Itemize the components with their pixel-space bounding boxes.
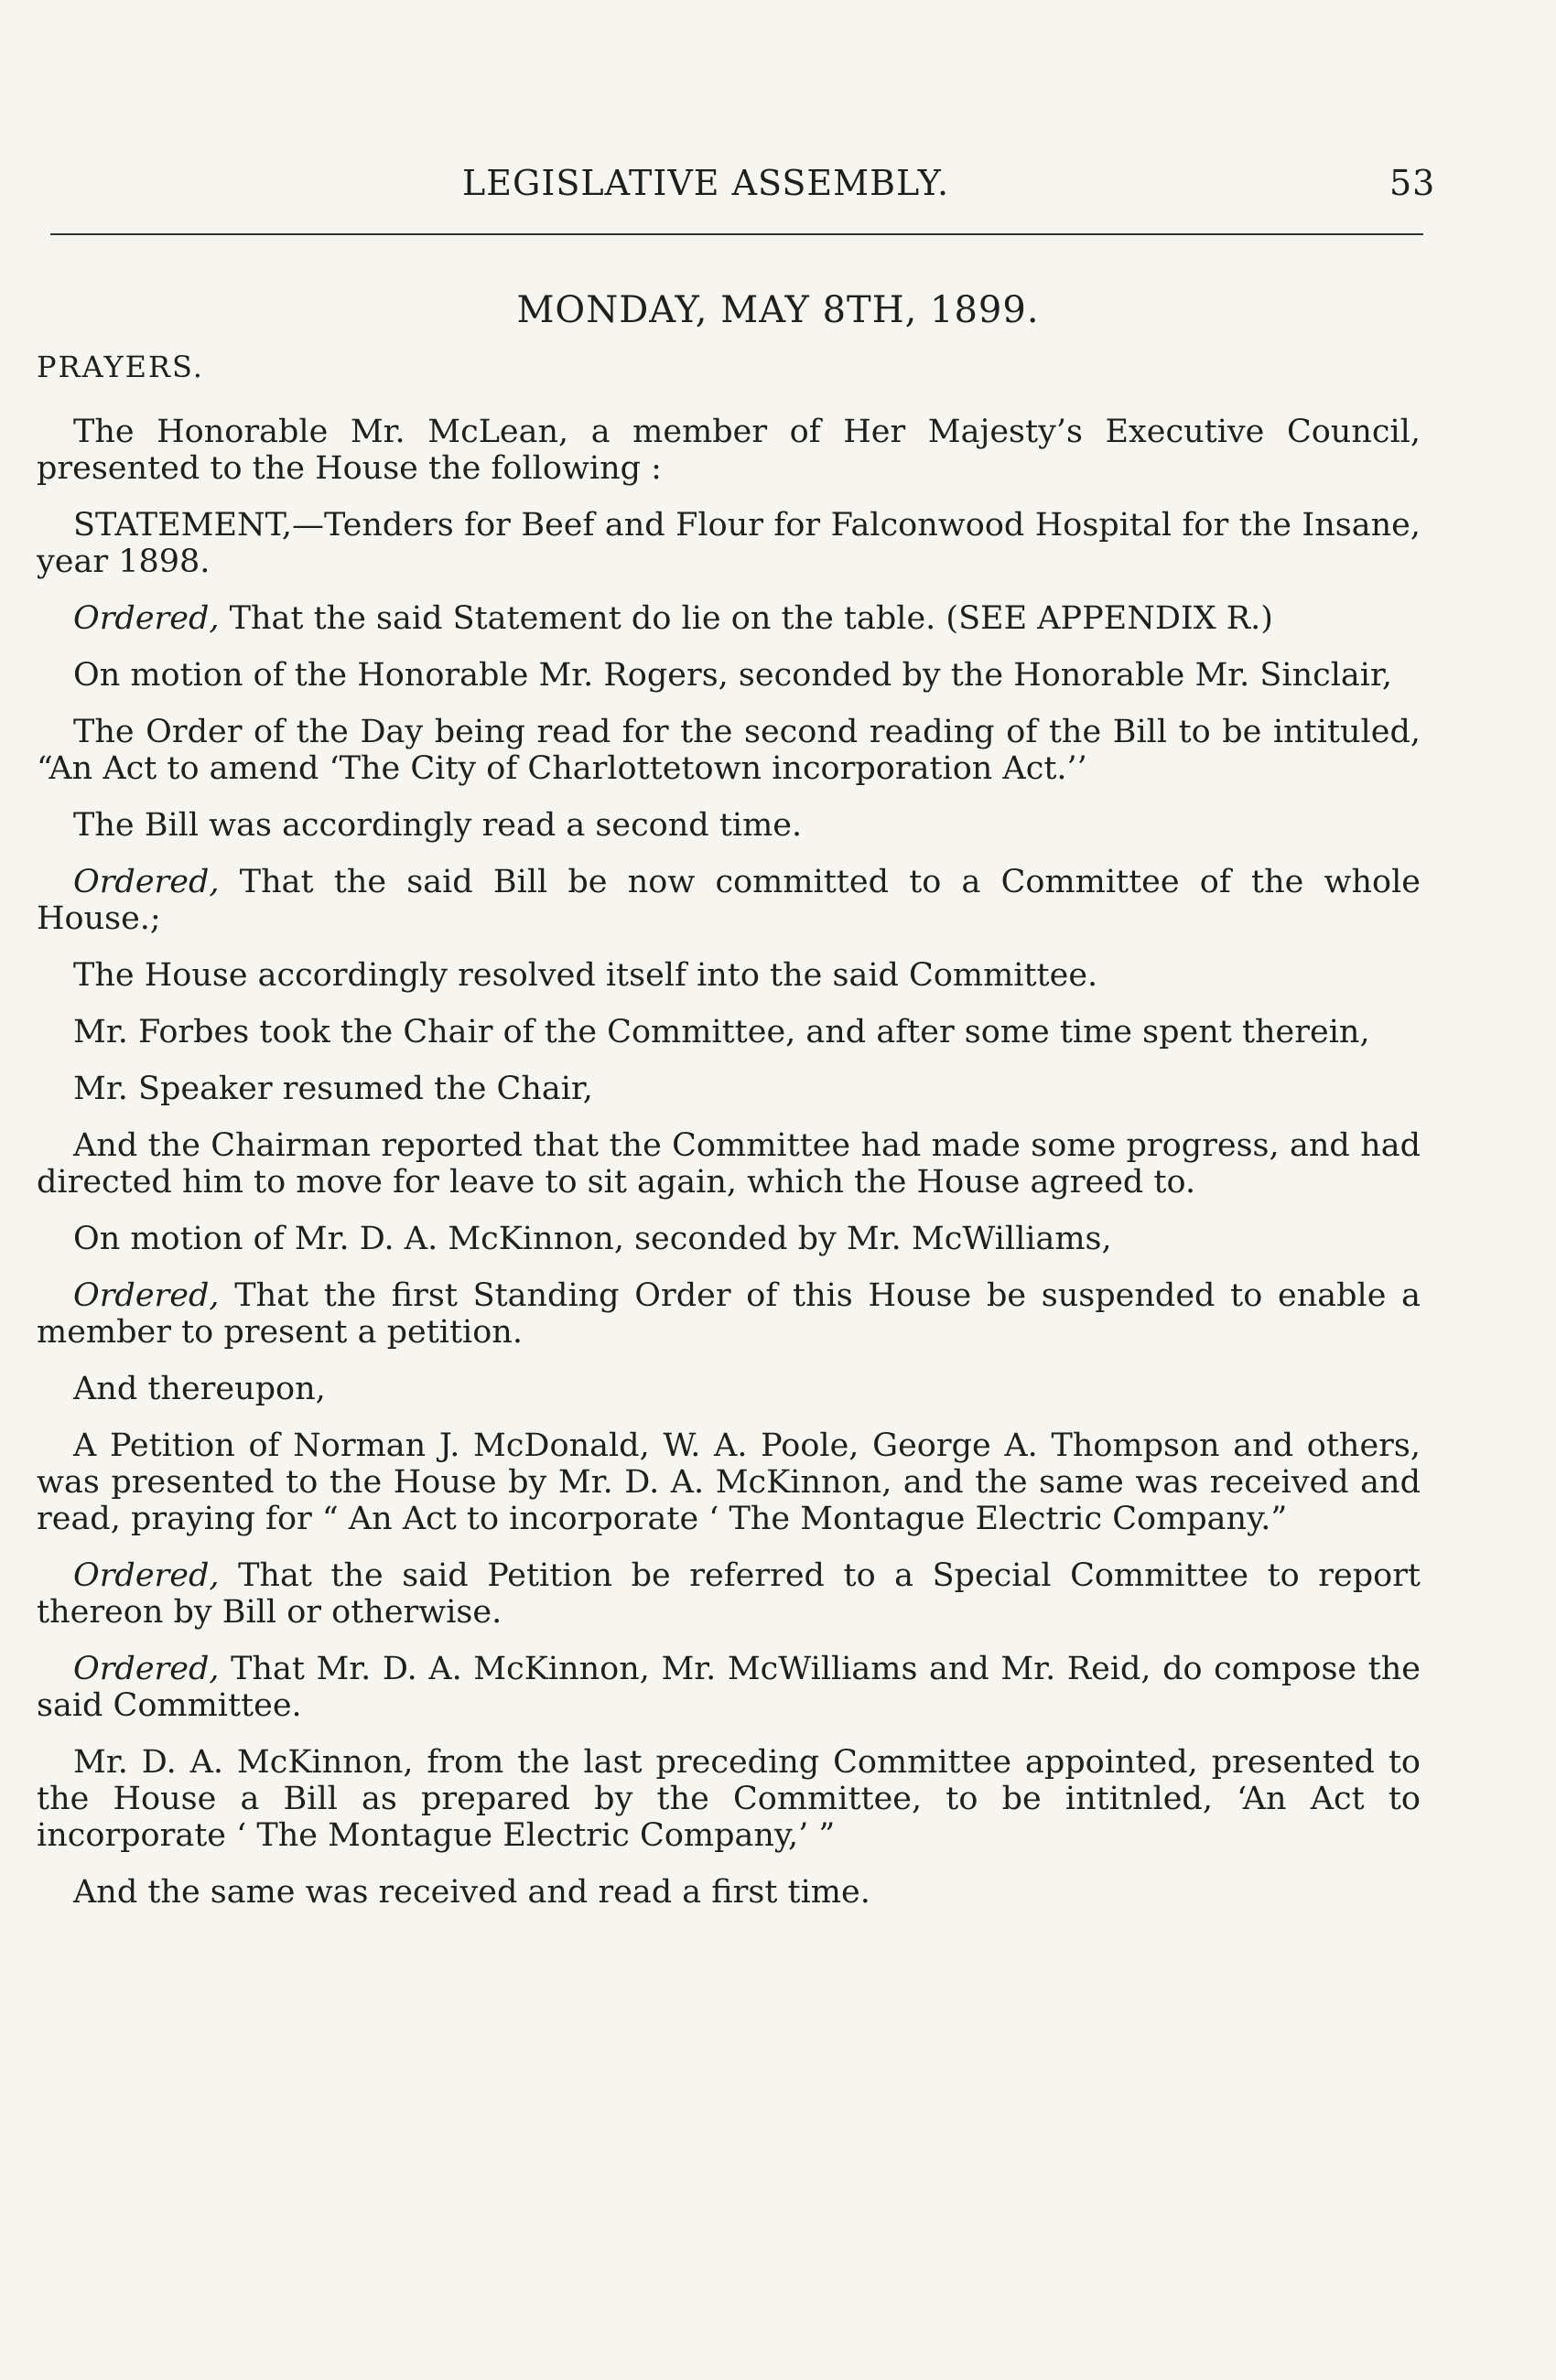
paragraph: And the same was received and read a first time. [73,1874,870,1911]
paragraph [37,1651,1421,1724]
journal-body [37,414,1421,1931]
paragraph [37,600,1421,637]
paragraph [37,507,1421,580]
sitting-date: MONDAY, MAY 8TH, 1899. [516,289,1040,331]
header-rule [50,233,1423,235]
ordered-label: Ordered, [73,864,220,900]
header-title: LEGISLATIVE ASSEMBLY. [462,163,950,203]
ordered-label: Ordered, [73,600,220,637]
paragraph: Mr. D. A. McKinnon, from the last preceding Committee appointed, presented to the House a Bill as prepared by the Committee, to be intitnled, ‘An Act to incorporate ‘ The Montague Electric Company,’ ” [37,1744,1421,1854]
paragraph: Mr. Speaker resumed the Chair, [73,1071,593,1107]
running-header [0,163,1556,209]
paragraph: On motion of the Honorable Mr. Rogers, seconded by the Honorable Mr. Sinclair, [73,657,1392,694]
ordered-label: Ordered, [73,1557,220,1594]
paragraph-text: That the first Standing Order of this House be suspended to enable a member to present a petition. [37,1277,1421,1351]
ordered-label: Ordered, [73,1277,220,1314]
paragraph: And thereupon, [73,1371,326,1407]
paragraph: The Honorable Mr. McLean, a member of Her Majesty’s Executive Council, presented to the House the following : [37,414,1421,487]
ordered-label: Ordered, [73,1651,220,1687]
paragraph: And the Chairman reported that the Committee had made some progress, and had directed him to move for leave to sit again, which the House agreed to. [37,1127,1421,1201]
paragraph: The Order of the Day being read for the second reading of the Bill to be intituled, “An Act to amend ‘The City of Charlottetown incorporation Act.’’ [37,714,1421,787]
page-number: 53 [1389,163,1436,203]
paragraph [37,1557,1421,1631]
paragraph: A Petition of Norman J. McDonald, W. A. Poole, George A. Thompson and others, was presented to the House by Mr. D. A. McKinnon, and the same was received and read, praying for “ An Act to incorporate ‘ The Montague Electric Company.” [37,1427,1421,1537]
paragraph-text: That Mr. D. A. McKinnon, Mr. McWilliams and Mr. Reid, do compose the said Committee. [37,1651,1421,1724]
statement-label: STATEMENT, [73,507,293,544]
paragraph [37,1277,1421,1351]
paragraph: On motion of Mr. D. A. McKinnon, seconded by Mr. McWilliams, [73,1221,1112,1257]
paragraph-text: —Tenders for Beef and Flour for Falconwood Hospital for the Insane, year 1898. [37,507,1421,580]
paragraph-text: That the said Bill be now committed to a Committee of the whole House.; [37,864,1421,937]
prayers-heading: PRAYERS. [37,350,204,384]
paragraph-text: That the said Statement do lie on the table. (SEE APPENDIX R.) [219,600,1273,637]
paragraph: The Bill was accordingly read a second time. [73,807,803,844]
paragraph-text: That the said Petition be referred to a Special Committee to report thereon by Bill or otherwise. [37,1557,1421,1631]
paragraph: The House accordingly resolved itself into the said Committee. [73,957,1098,994]
paragraph [37,864,1421,937]
paragraph: Mr. Forbes took the Chair of the Committee, and after some time spent therein, [73,1014,1370,1050]
